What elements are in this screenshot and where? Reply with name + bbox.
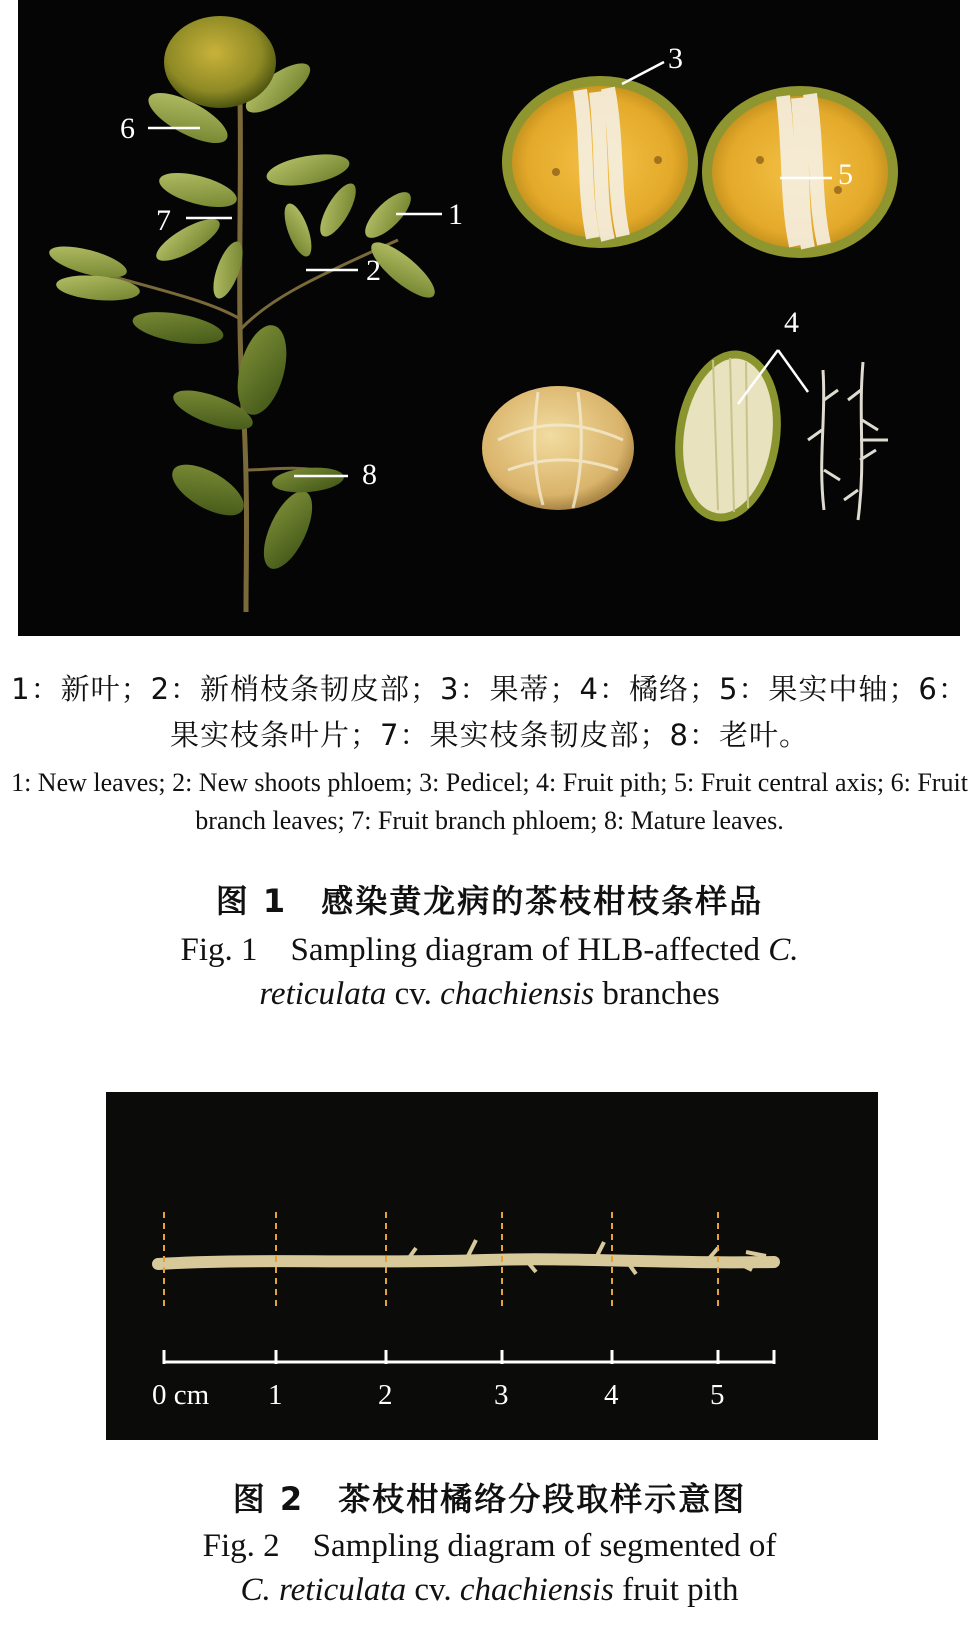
whole-fruit bbox=[164, 16, 276, 108]
scale-label-3: 3 bbox=[494, 1379, 509, 1411]
peeled-fruit bbox=[482, 386, 634, 510]
figure1-title-genus: C. bbox=[768, 932, 799, 968]
label-1: 1 bbox=[448, 198, 463, 231]
figure2-title-cv: cv. bbox=[406, 1572, 460, 1608]
figure1-title-english bbox=[0, 928, 979, 1016]
figure2-illustration bbox=[106, 1092, 878, 1440]
scale-label-0: 0 cm bbox=[152, 1379, 210, 1411]
fruit-pith-sample bbox=[158, 1240, 774, 1274]
figure2-title-suffix: fruit pith bbox=[613, 1572, 739, 1608]
figure1-title-cultivar: chachiensis bbox=[440, 976, 595, 1012]
peel-segment bbox=[665, 344, 792, 529]
scale-label-2: 2 bbox=[378, 1379, 393, 1411]
fruit-pith-strands bbox=[808, 362, 888, 520]
scale-label-1: 1 bbox=[268, 1379, 283, 1411]
figure1-legend-chinese: 1：新叶；2：新梢枝条韧皮部；3：果蒂；4：橘络；5：果实中轴；6：果实枝条叶片；7：果实枝条韧皮部；8：老叶。 bbox=[11, 672, 968, 752]
citrus-branch bbox=[46, 55, 442, 612]
figure1-title-species: reticulata bbox=[259, 976, 387, 1012]
figure1-illustration bbox=[18, 0, 960, 636]
figure2-photo bbox=[106, 1092, 878, 1440]
scale-label-5: 5 bbox=[710, 1379, 725, 1411]
label-5: 5 bbox=[838, 158, 853, 191]
figure1-photo bbox=[18, 0, 960, 636]
figure1-title-prefix: Fig. 1 Sampling diagram of HLB-affected bbox=[180, 932, 769, 968]
figure2-title-genus: C. bbox=[240, 1572, 271, 1608]
halved-fruit-right bbox=[702, 86, 898, 258]
figure1-legend-english: 1: New leaves; 2: New shoots phloem; 3: Pedicel; 4: Fruit pith; 5: Fruit central axis; 6: Fruit branch leaves; 7: Fruit branch phloem; 8: Mature leaves. bbox=[11, 768, 968, 835]
halved-fruit-left bbox=[502, 76, 698, 248]
label-7: 7 bbox=[156, 204, 171, 237]
figure1-title-suffix: branches bbox=[594, 976, 720, 1012]
label-8: 8 bbox=[362, 458, 377, 491]
figure2-title-chinese: 图 2 茶枝柑橘络分段取样示意图 bbox=[232, 1480, 747, 1518]
figure1-title-cv: cv. bbox=[386, 976, 441, 1012]
figure1-title-chinese: 图 1 感染黄龙病的茶枝柑枝条样品 bbox=[215, 882, 764, 920]
label-3: 3 bbox=[668, 42, 683, 75]
label-4: 4 bbox=[784, 306, 799, 339]
scale-label-4: 4 bbox=[604, 1379, 619, 1411]
figure2-title-species: reticulata bbox=[279, 1572, 407, 1608]
figure2-title-prefix: Fig. 2 Sampling diagram of segmented of bbox=[202, 1528, 777, 1564]
figure2-title-english bbox=[0, 1524, 979, 1612]
label-6: 6 bbox=[120, 112, 135, 145]
scale-bar bbox=[164, 1350, 774, 1364]
label-2: 2 bbox=[366, 254, 381, 287]
figure2-title-cultivar: chachiensis bbox=[459, 1572, 614, 1608]
